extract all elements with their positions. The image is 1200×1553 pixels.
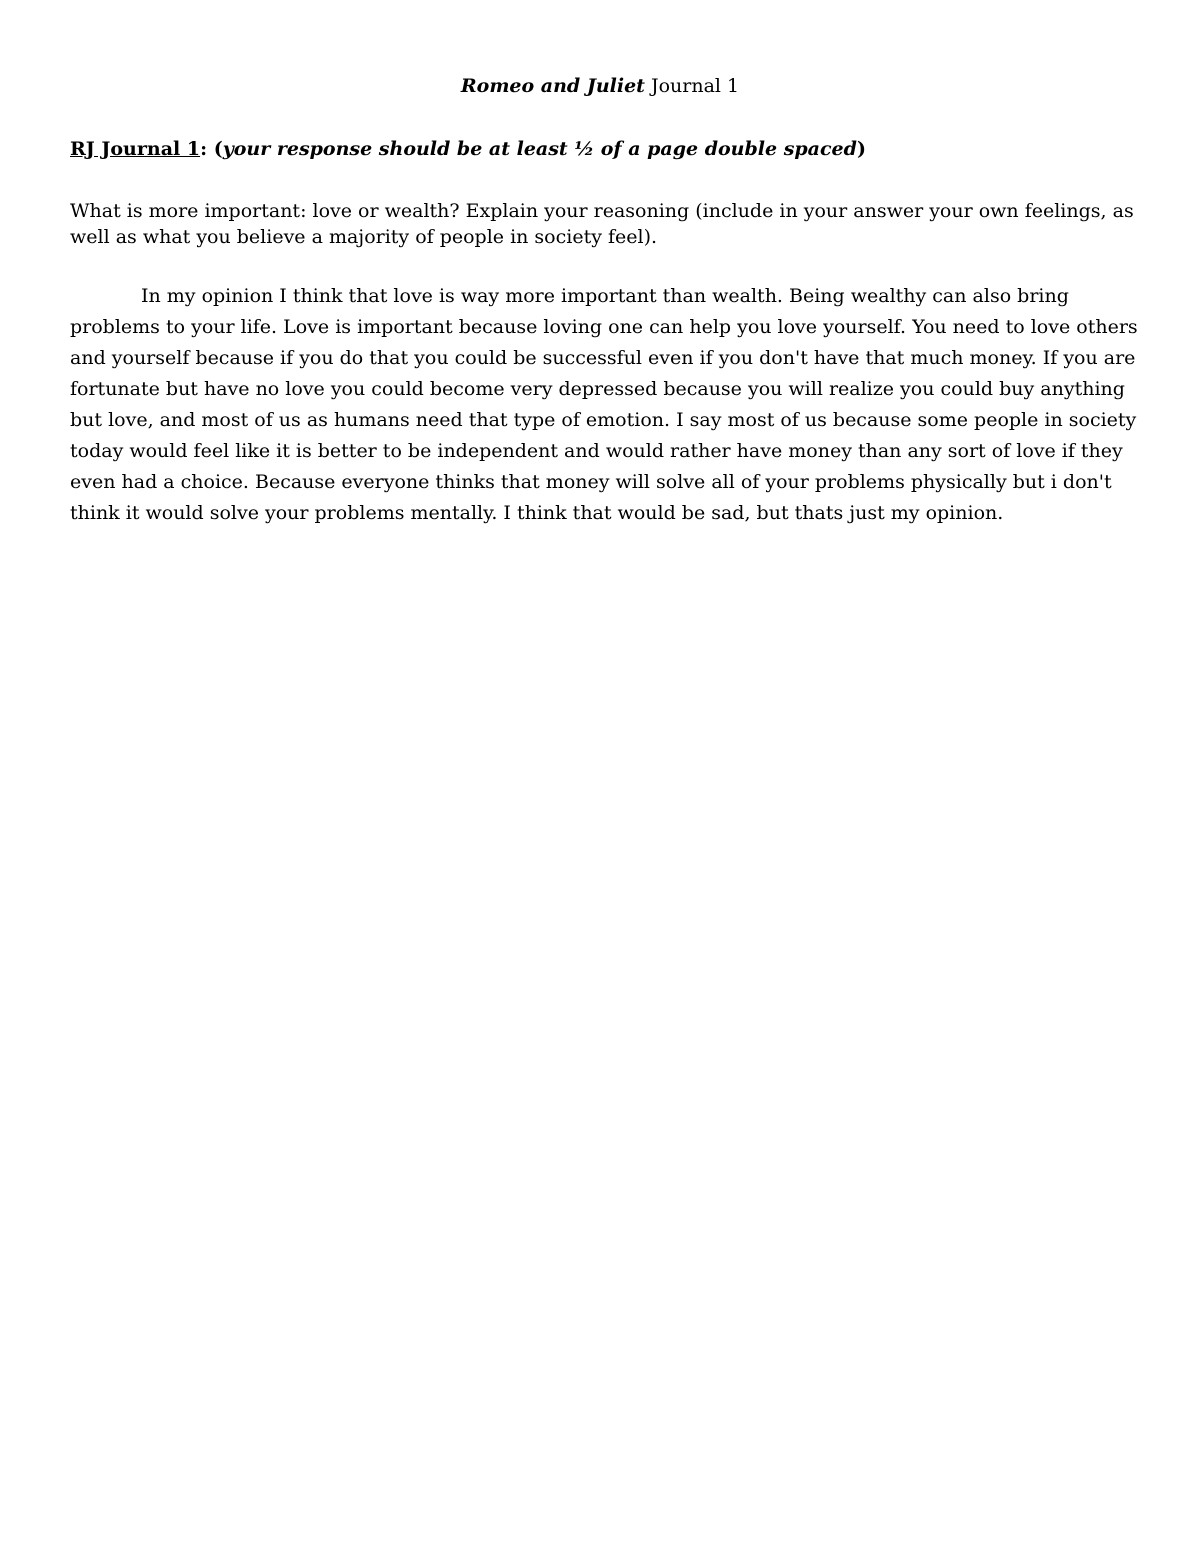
heading-label: RJ Journal 1 bbox=[70, 138, 201, 160]
document-title bbox=[0, 73, 1200, 99]
student-response bbox=[70, 281, 1145, 529]
prompt-text: What is more important: love or wealth? Explain your reasoning (include in your answer your own feelings, as well as what you believe a majority of people in society feel). bbox=[70, 200, 1134, 248]
heading-colon: : ( bbox=[200, 138, 223, 160]
title-play-name: Romeo and Juliet bbox=[460, 75, 645, 97]
assignment-heading bbox=[70, 136, 866, 162]
response-text: In my opinion I think that love is way more important than wealth. Being wealthy can also bring problems to your life. Love is important because loving one can help you love yourself. You need to love others and yourself because if you do that you could be successful even if you don't have that much money. If you are fortunate but have no love you could become very depressed because you will realize you could buy anything but love, and most of us as humans need that type of emotion. I say most of us because some people in society today would feel like it is better to be independent and would rather have money than any sort of love if they even had a choice. Because everyone thinks that money will solve all of your problems physically but i don't think it would solve your problems mentally. I think that would be sad, but thats just my opinion. bbox=[70, 285, 1138, 524]
heading-note: your response should be at least ½ of a page double spaced bbox=[222, 138, 857, 160]
title-journal-label: Journal 1 bbox=[644, 75, 740, 97]
journal-prompt bbox=[70, 198, 1140, 250]
heading-close: ) bbox=[856, 138, 866, 160]
